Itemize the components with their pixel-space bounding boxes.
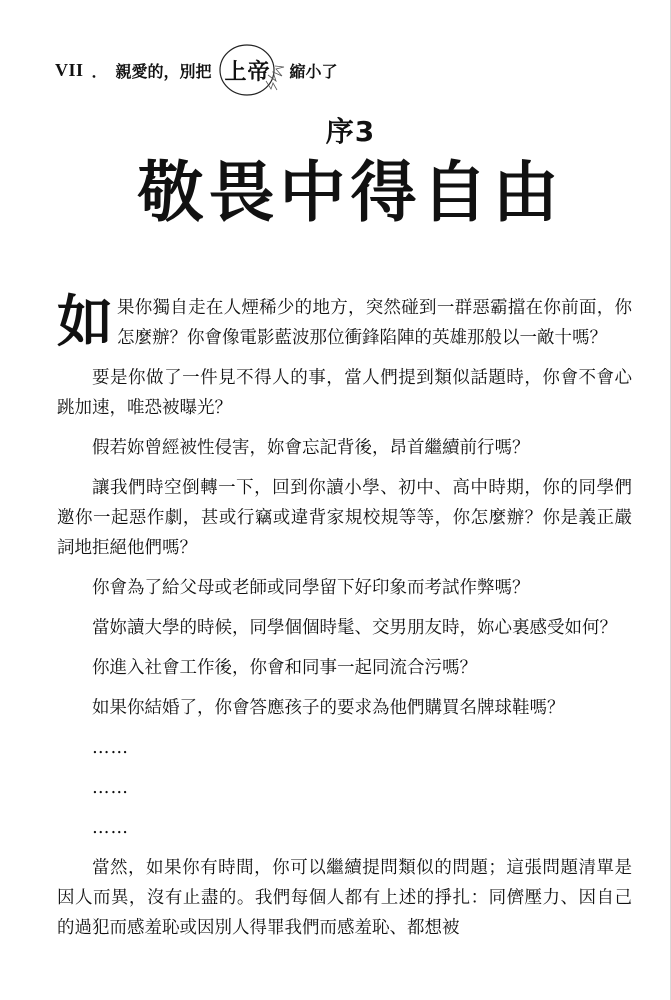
running-header bbox=[55, 40, 338, 100]
header-emblem-text: 上帝 bbox=[224, 59, 271, 85]
body-text bbox=[57, 290, 632, 953]
chapter-roman-numeral: VII bbox=[55, 59, 84, 80]
header-emblem bbox=[218, 41, 286, 99]
drop-cap: 如 bbox=[57, 290, 113, 355]
paragraph-6: 當妳讀大學的時候，同學個個時髦、交男朋友時，妳心裏感受如何？ bbox=[92, 618, 617, 638]
paragraph-4: 讓我們時空倒轉一下，回到你讀小學、初中、高中時期，你的同學們邀你一起惡作劇，甚或行竊或違背家規校規等等，你怎麼辦？你是義正嚴詞地拒絕他們嗎？ bbox=[57, 478, 632, 558]
preface-label: 序3 bbox=[325, 115, 376, 148]
ellipsis-line-1: …… bbox=[92, 738, 129, 758]
paragraph-5: 你會為了給父母或老師或同學留下好印象而考試作弊嗎？ bbox=[92, 578, 530, 598]
paragraph-1 bbox=[57, 290, 632, 355]
paragraph-8: 如果你結婚了，你會答應孩子的要求為他們購買名牌球鞋嗎？ bbox=[92, 698, 565, 718]
paragraph-2: 要是你做了一件見不得人的事，當人們提到類似話題時，你會不會心跳加速，唯恐被曝光？ bbox=[57, 368, 632, 418]
paragraph-1-text: 果你獨自走在人煙稀少的地方，突然碰到一群惡霸擋在你前面，你怎麼辦？你會像電影藍波那位衝鋒陷陣的英雄那般以一敵十嗎？ bbox=[117, 298, 632, 348]
ellipsis-line-2: …… bbox=[92, 778, 129, 798]
ellipsis-line-3: …… bbox=[92, 818, 129, 838]
header-book-title-part2: 縮小了 bbox=[289, 61, 338, 81]
paragraph-3: 假若妳曾經被性侵害，妳會忘記背後，昂首繼續前行嗎？ bbox=[92, 438, 530, 458]
chapter-title: 敬畏中得自由 bbox=[137, 154, 564, 231]
header-separator: ． bbox=[91, 61, 108, 81]
paragraph-7: 你進入社會工作後，你會和同事一起同流合污嗎？ bbox=[92, 658, 477, 678]
header-book-title-part1: 親愛的，別把 bbox=[115, 61, 212, 81]
paragraph-9: 當然，如果你有時間，你可以繼續提問類似的問題；這張問題清單是因人而異，沒有止盡的。我們每個人都有上述的掙扎：同儕壓力、因自己的過犯而感羞恥或因別人得罪我們而感羞恥、都想被 bbox=[57, 858, 632, 938]
